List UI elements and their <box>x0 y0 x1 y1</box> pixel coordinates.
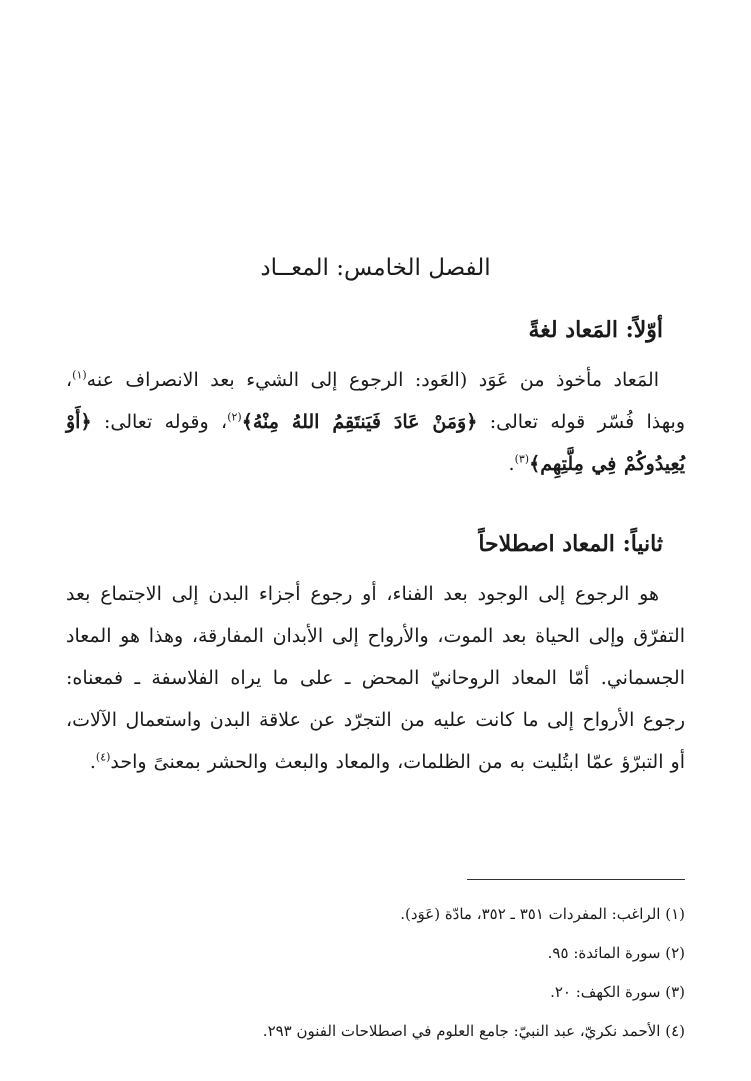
paragraph-text: المَعاد مأخوذ من عَوَد (العَود: الرجوع إلى الشيء بعد الانصراف عنه <box>86 369 659 391</box>
footnote-ref-2: (٢) <box>227 410 242 424</box>
quran-verse: ﴿أَوْ يُعِيدُوكُمْ فِي مِلَّتِهِم﴾ <box>66 411 685 475</box>
paragraph-text: . <box>508 453 515 475</box>
paragraph-linguistic-definition <box>66 359 685 485</box>
section-heading-linguistic: أوّلاً: المَعاد لغةً <box>528 317 663 343</box>
footnote-divider <box>467 879 685 880</box>
paragraph-terminological-definition <box>66 573 685 783</box>
paragraph-text: ، وبهذا فُسّر قوله تعالى: <box>66 369 685 433</box>
chapter-title: الفصل الخامس: المعــاد <box>260 255 491 281</box>
paragraph-text: . <box>89 751 96 773</box>
section-heading-terminological: ثانياً: المعاد اصطلاحاً <box>478 531 663 557</box>
footnotes-list <box>66 895 685 1051</box>
footnote-ref-4: (٤) <box>95 750 111 764</box>
footnote-ref-1: (١) <box>72 368 87 382</box>
footnote-item: (٤) الأحمد نكريّ، عبد النبيّ: جامع العلوم في اصطلاحات الفنون ٢٩٣. <box>262 1022 685 1040</box>
paragraph-text: هو الرجوع إلى الوجود بعد الفناء، أو رجوع أجزاء البدن إلى الاجتماع بعد التفرّق وإلى الحياة بعد الموت، والأرواح إلى الأبدان المفارقة، وهذا هو المعاد الجسماني. أمّا المعاد الروحانيّ المحض ـ على ما يراه الفلاسفة ـ فمعناه: رجوع الأرواح إلى ما كانت عليه من التجرّد عن علاقة البدن واستعمال الآلات، أو التبرّؤ عمّا ابتُليت به من الظلمات، والمعاد والبعث والحشر بمعنىً واحد <box>66 583 685 773</box>
quran-verse: ﴿وَمَنْ عَادَ فَيَنتَقِمُ اللهُ مِنْهُ﴾ <box>241 411 478 433</box>
footnote-item: (٢) سورة المائدة: ٩٥. <box>547 944 685 962</box>
footnote-ref-3: (٣) <box>514 452 530 466</box>
paragraph-text: ، وقوله تعالى: <box>91 411 228 433</box>
footnote-item: (٣) سورة الكهف: ٢٠. <box>550 983 685 1001</box>
footnote-item: (١) الراغب: المفردات ٣٥١ ـ ٣٥٢، مادّة (عَوَد). <box>400 905 685 923</box>
